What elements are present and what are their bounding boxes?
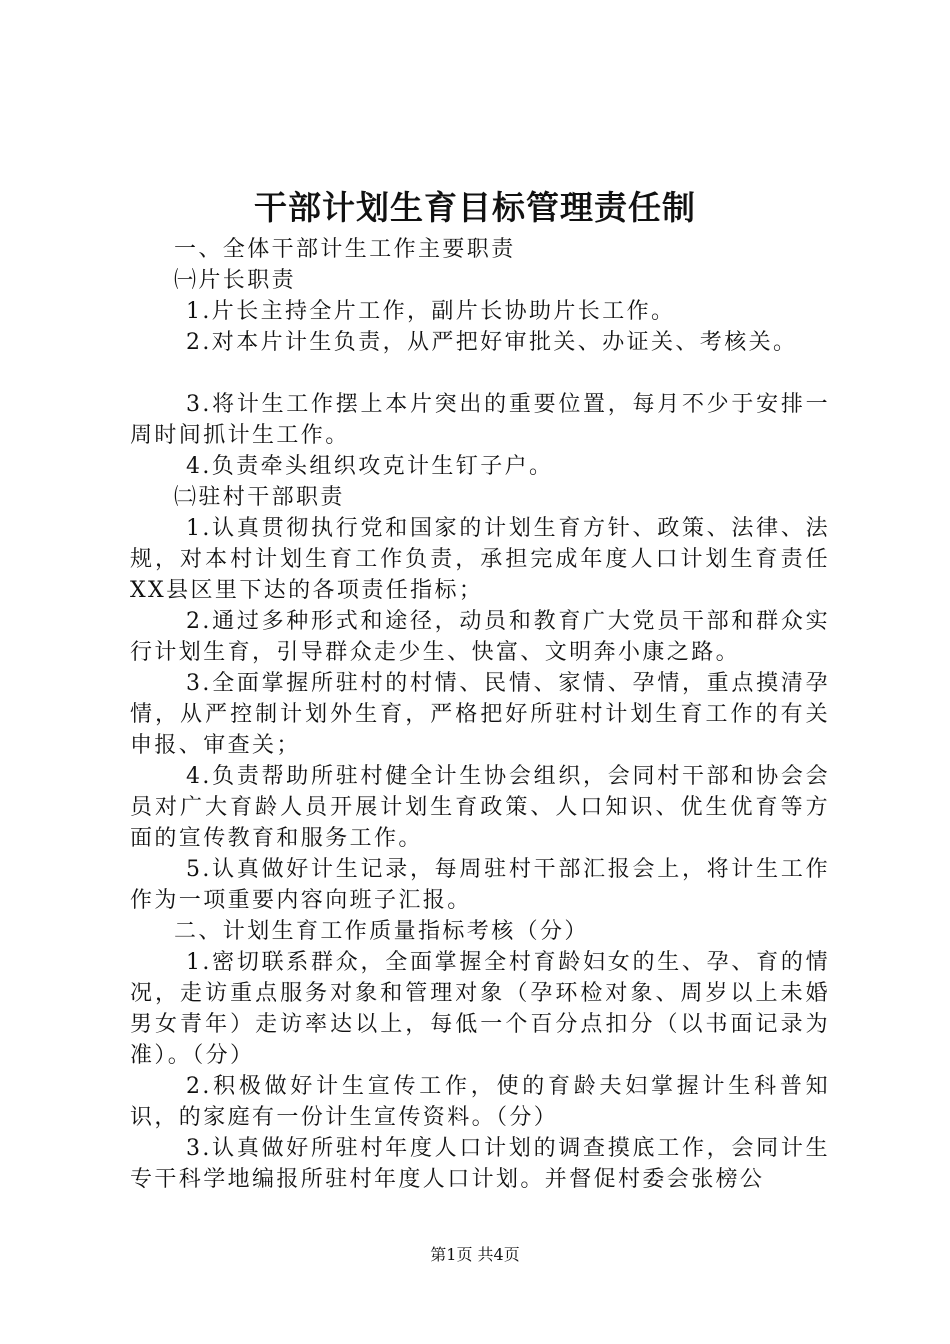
paragraph: 4.负责帮助所驻村健全计生协会组织，会同村干部和协会会员对广大育龄人员开展计划生育政策、人口知识、优生优育等方面的宣传教育和服务工作。 [130, 764, 830, 851]
paragraph: 2.通过多种形式和途径，动员和教育广大党员干部和群众实行计划生育，引导群众走少生、快富、文明奔小康之路。 [130, 609, 830, 665]
paragraph: 4.负责牵头组织攻克计生钉子户。 [186, 454, 554, 479]
section-heading-2: 二、计划生育工作质量指标考核（分） [174, 919, 589, 944]
paragraph: 1.密切联系群众，全面掌握全村育龄妇女的生、孕、育的情况，走访重点服务对象和管理对象（孕环检对象、周岁以上未婚男女青年）走访率达以上，每低一个百分点扣分（以书面记录为准）。（分） [130, 950, 830, 1068]
paragraph: 1.片长主持全片工作，副片长协助片长工作。 [186, 299, 676, 324]
paragraph: 2.对本片计生负责，从严把好审批关、办证关、考核关。 [186, 330, 798, 355]
paragraph: 3.将计生工作摆上本片突出的重要位置，每月不少于安排一周时间抓计生工作。 [130, 392, 830, 448]
paragraph: 2.积极做好计生宣传工作，使的育龄夫妇掌握计生科普知识，的家庭有一份计生宣传资料。（分） [130, 1074, 830, 1130]
paragraph: 1.认真贯彻执行党和国家的计划生育方针、政策、法律、法规，对本村计划生育工作负责，承担完成年度人口计划生育责任XX县区里下达的各项责任指标； [130, 516, 830, 603]
page-number-footer: 第1页 共4页 [430, 1245, 520, 1264]
paragraph: 3.认真做好所驻村年度人口计划的调查摸底工作，会同计生专干科学地编报所驻村年度人口计划。并督促村委会张榜公 [130, 1136, 830, 1192]
paragraph: 5.认真做好计生记录，每周驻村干部汇报会上，将计生工作作为一项重要内容向班子汇报。 [130, 857, 830, 913]
document-body [130, 234, 830, 1195]
paragraph: 3.全面掌握所驻村的村情、民情、家情、孕情，重点摸清孕情，从严控制计划外生育，严格把好所驻村计划生育工作的有关申报、审查关； [130, 671, 830, 758]
subsection-heading-2: ㈡驻村干部职责 [174, 485, 345, 510]
document-title: 干部计划生育目标管理责任制 [254, 188, 696, 227]
section-heading-1: 一、全体干部计生工作主要职责 [174, 237, 516, 262]
subsection-heading-1: ㈠片长职责 [174, 268, 297, 293]
